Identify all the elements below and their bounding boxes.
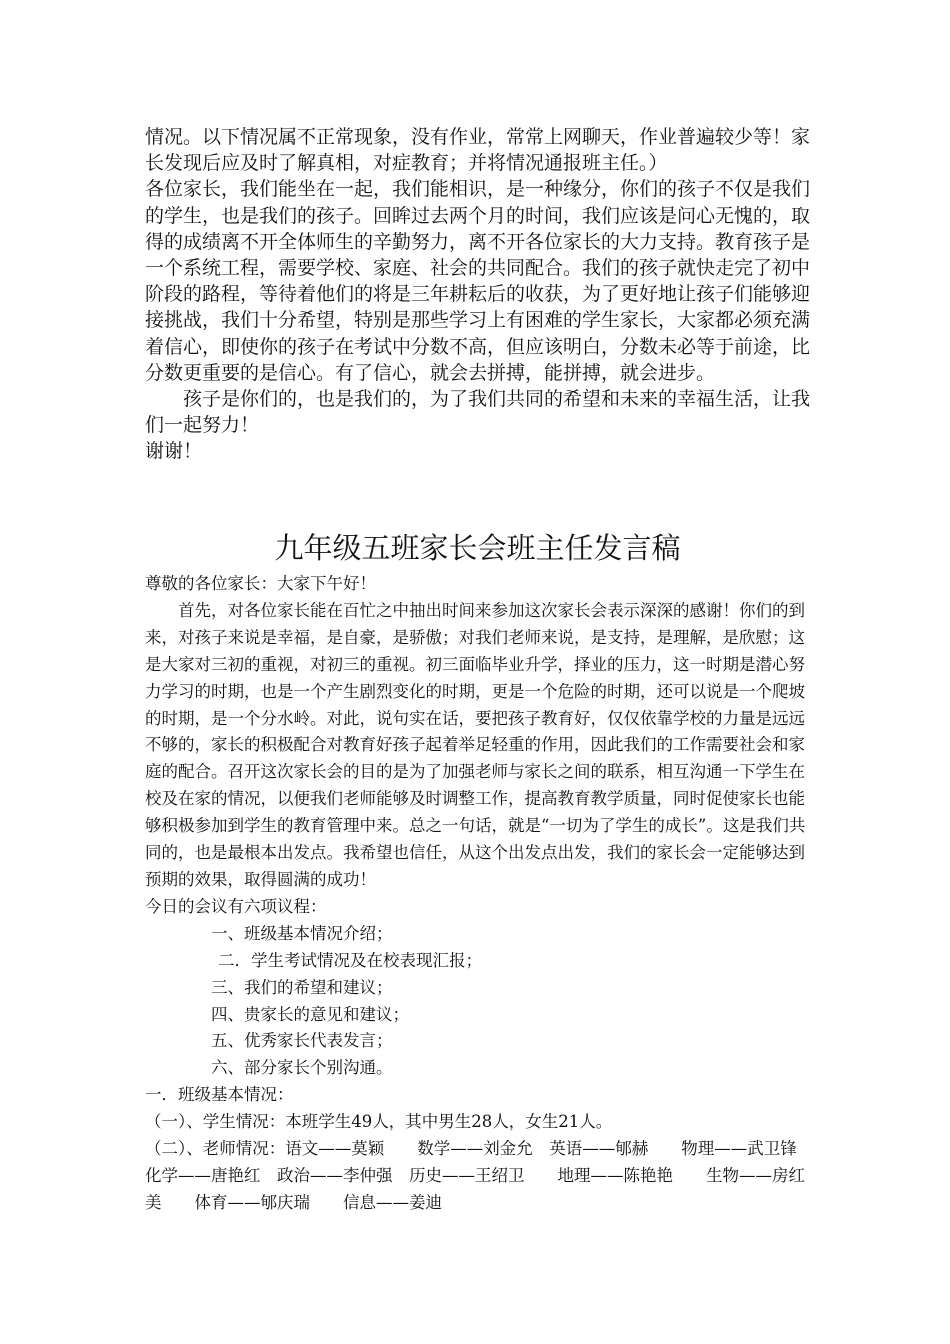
document-title: 九年级五班家长会班主任发言稿	[274, 531, 681, 565]
agenda-intro: 今日的会议有六项议程：	[145, 896, 327, 916]
previous-speech-ending	[145, 124, 810, 465]
agenda-item: 五、优秀家长代表发言；	[211, 1031, 393, 1051]
paragraph: 情况。以下情况属不正常现象，没有作业，常常上网聊天，作业普遍较少等！家长发现后应及时了解真相，对症教育；并将情况通报班主任。）	[145, 126, 811, 175]
agenda-list	[145, 921, 810, 1082]
agenda-item: 二．学生考试情况及在校表现汇报；	[218, 950, 482, 970]
speech-body	[145, 571, 814, 1217]
closing-thanks: 谢谢！	[145, 440, 203, 463]
agenda-item: 一、班级基本情况介绍；	[211, 923, 393, 943]
section-heading: 一．班级基本情况：	[145, 1085, 294, 1105]
paragraph: 孩子是你们的，也是我们的，为了我们共同的希望和未来的幸福生活，让我们一起努力！	[145, 388, 811, 437]
paragraph: 各位家长，我们能坐在一起，我们能相识，是一种缘分，你们的孩子不仅是我们的学生，也是我们的孩子。回眸过去两个月的时间，我们应该是问心无愧的，取得的成绩离不开全体师生的辛勤努力，离不开各位家长的大力支持。教育孩子是一个系统工程，需要学校、家庭、社会的共同配合。我们的孩子就快走完了初中阶段的路程，等待着他们的将是三年耕耘后的收获，为了更好地让孩子们能够迎接挑战，我们十分希望，特别是那些学习上有困难的学生家长，大家都必须充满着信心，即使你的孩子在考试中分数不高，但应该明白，分数未必等于前途，比分数更重要的是信心。有了信心，就会去拼搏，能拼搏，就会进步。	[145, 178, 811, 384]
agenda-item: 三、我们的希望和建议；	[211, 977, 393, 997]
greeting: 尊敬的各位家长：大家下午好！	[145, 574, 376, 593]
paragraph: 首先，对各位家长能在百忙之中抽出时间来参加这次家长会表示深深的感谢！你们的到来，对孩子来说是幸福，是自豪，是骄傲；对我们老师来说，是支持，是理解，是欣慰；这是大家对三初的重视，对初三的重视。初三面临毕业升学，择业的压力，这一时期是潜心努力学习的时期，也是一个产生剧烈变化的时期，更是一个危险的时期，还可以说是一个爬坡的时期，是一个分水岭。对此，说句实在话，要把孩子教育好，仅仅依靠学校的力量是远远不够的，家长的积极配合对教育好孩子起着举足轻重的作用，因此我们的工作需要社会和家庭的配合。召开这次家长会的目的是为了加强老师与家长之间的联系，相互沟通一下学生在校及在家的情况，以便我们老师能够及时调整工作，提高教育教学质量，同时促使家长也能够积极参加到学生的教育管理中来。总之一句话，就是“一切为了学生的成长”。这是我们共同的，也是最根本出发点。我希望也信任，从这个出发点出发，我们的家长会一定能够达到预期的效果，取得圆满的成功！	[145, 600, 806, 889]
teachers-info: （二）、老师情况：语文——莫颖 数学——刘金允 英语——郇赫 物理——武卫锋 化学——唐艳红 政治——李仲强 历史——王绍卫 地理——陈艳艳 生物——房红美 体育——郇庆瑞 信息——姜迪	[145, 1139, 814, 1212]
students-info: （一）、学生情况：本班学生49人，其中男生28人，女生21人。	[145, 1112, 613, 1132]
agenda-item: 六、部分家长个别沟通。	[211, 1058, 393, 1078]
agenda-item: 四、贵家长的意见和建议；	[211, 1004, 409, 1024]
